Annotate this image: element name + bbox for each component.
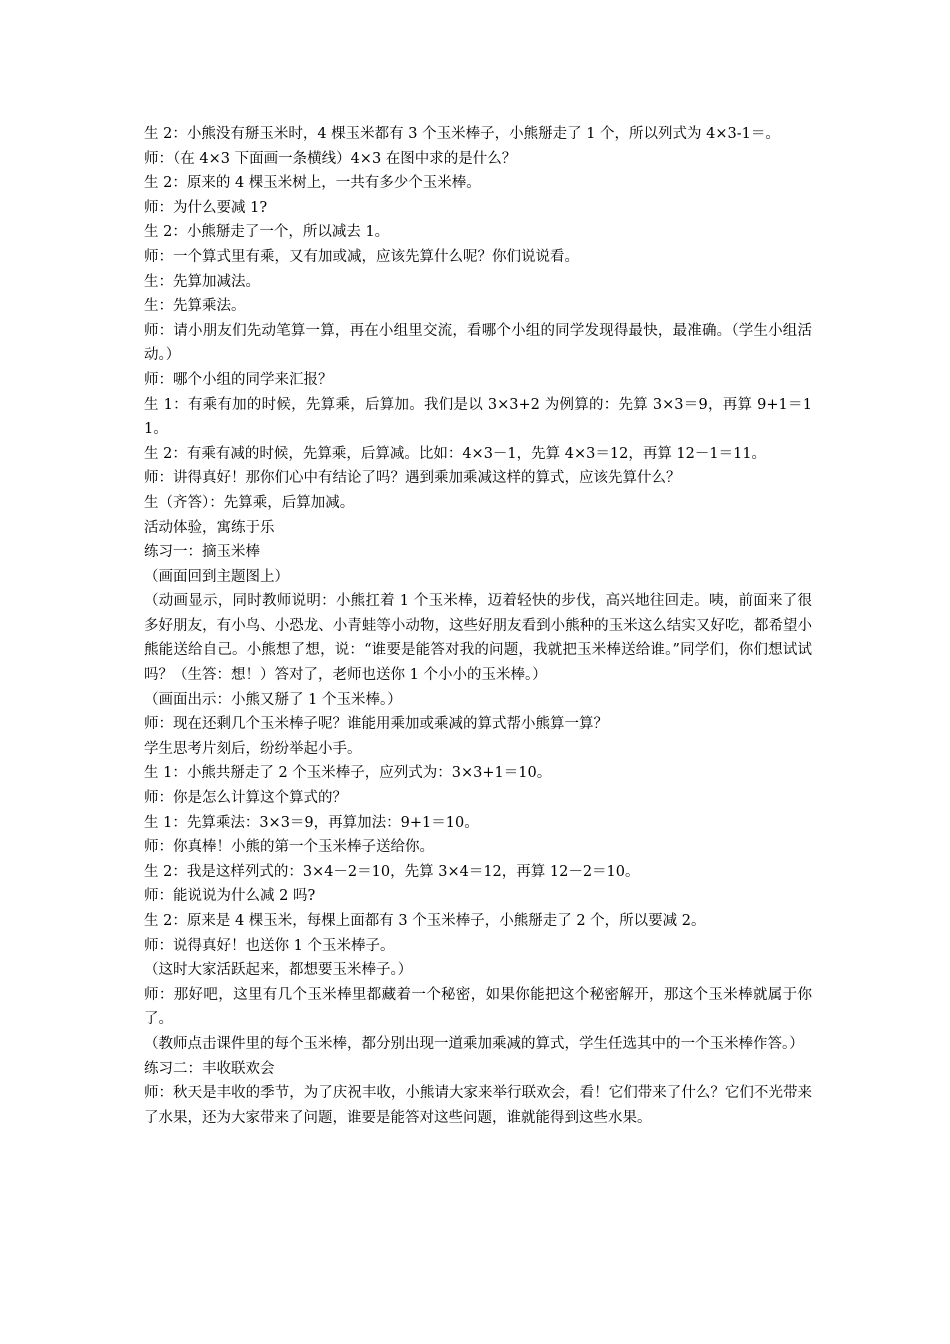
paragraph: 师：能说说为什么减 2 吗?: [144, 888, 316, 905]
paragraph: 生 2：原来是 4 棵玉米，每棵上面都有 3 个玉米棒子，小熊掰走了 2 个，所以要减 2。: [144, 913, 706, 929]
paragraph: 师：你是怎么计算这个算式的？: [144, 790, 347, 807]
paragraph: 生 2：原来的 4 棵玉米树上，一共有多少个玉米棒。: [144, 175, 481, 192]
section-heading: 活动体验，寓练于乐: [144, 519, 275, 536]
paragraph: （画面出示：小熊又掰了 1 个玉米棒。）: [144, 691, 402, 708]
paragraph: 生（齐答）：先算乘，后算加减。: [144, 494, 355, 511]
paragraph: 学生思考片刻后，纷纷举起小手。: [144, 740, 362, 757]
paragraph: 师：你真棒！小熊的第一个玉米棒子送给你。: [144, 839, 434, 856]
paragraph: 生 1：先算乘法：3×3＝9，再算加法：9+1＝10。: [144, 814, 479, 831]
paragraph: 师：一个算式里有乘，又有加或减，应该先算什么呢？你们说说看。: [144, 248, 579, 265]
paragraph: （教师点击课件里的每个玉米棒，都分别出现一道乘加乘减的算式，学生任选其中的一个玉米棒作答。）: [144, 1035, 804, 1052]
document-body: [144, 122, 812, 1130]
paragraph: （画面回到主题图上）: [144, 568, 289, 585]
paragraph: 师：为什么要减 1?: [144, 199, 268, 216]
paragraph: 师：那好吧，这里有几个玉米棒里都藏着一个秘密，如果你能把这个秘密解开，那这个玉米棒就属于你了。: [144, 986, 812, 1028]
paragraph: （动画显示，同时教师说明：小熊扛着 1 个玉米棒，迈着轻快的步伐，高兴地往回走。咦，前面来了很多好朋友，有小鸟、小恐龙、小青蛙等小动物，这些好朋友看到小熊种的玉米这么结实又好吃，都希望小熊能送给自己。小熊想了想，说：“谁要是能答对我的问题，我就把玉米棒送给谁。”同学们，你们想试试吗？（生答：想！）答对了，老师也送你 1 个小小的玉米棒。）: [144, 593, 812, 684]
paragraph: 师：（在 4×3 下面画一条横线）4×3 在图中求的是什么？: [144, 150, 517, 167]
paragraph: 师：哪个小组的同学来汇报？: [144, 371, 333, 388]
paragraph: 生 2：小熊掰走了一个，所以减去 1。: [144, 224, 390, 241]
paragraph: 生：先算加减法。: [144, 273, 260, 290]
paragraph: 生 2：我是这样列式的：3×4－2＝10，先算 3×4＝12，再算 12－2＝10。: [144, 863, 640, 880]
paragraph: 师：秋天是丰收的季节，为了庆祝丰收，小熊请大家来举行联欢会，看！它们带来了什么？它们不光带来了水果，还为大家带来了问题，谁要是能答对这些问题，谁就能得到这些水果。: [144, 1085, 812, 1126]
exercise-heading: 练习一：摘玉米棒: [144, 544, 260, 561]
paragraph: 生 1：有乘有加的时候，先算乘，后算加。我们是以 3×3+2 为例算的：先算 3×3＝9，再算 9+1＝11。: [144, 396, 812, 438]
paragraph: 生 2：小熊没有掰玉米时，4 棵玉米都有 3 个玉米棒子，小熊掰走了 1 个，所以列式为 4×3-1＝。: [144, 126, 780, 142]
paragraph: 师：说得真好！也送你 1 个玉米棒子。: [144, 937, 395, 954]
exercise-heading: 练习二：丰收联欢会: [144, 1060, 275, 1077]
paragraph: 生：先算乘法。: [144, 298, 246, 315]
paragraph: 师：现在还剩几个玉米棒子呢？谁能用乘加或乘减的算式帮小熊算一算？: [144, 716, 608, 733]
paragraph: （这时大家活跃起来，都想要玉米棒子。）: [144, 962, 413, 979]
paragraph: 生 2：有乘有减的时候，先算乘，后算减。比如：4×3－1，先算 4×3＝12，再算 12－1＝11。: [144, 445, 767, 462]
paragraph: 生 1：小熊共掰走了 2 个玉米棒子，应列式为：3×3+1＝10。: [144, 765, 552, 782]
paragraph: 师：请小朋友们先动笔算一算，再在小组里交流，看哪个小组的同学发现得最快，最准确。（学生小组活动。）: [144, 322, 812, 364]
paragraph: 师：讲得真好！那你们心中有结论了吗？遇到乘加乘减这样的算式，应该先算什么？: [144, 470, 681, 487]
